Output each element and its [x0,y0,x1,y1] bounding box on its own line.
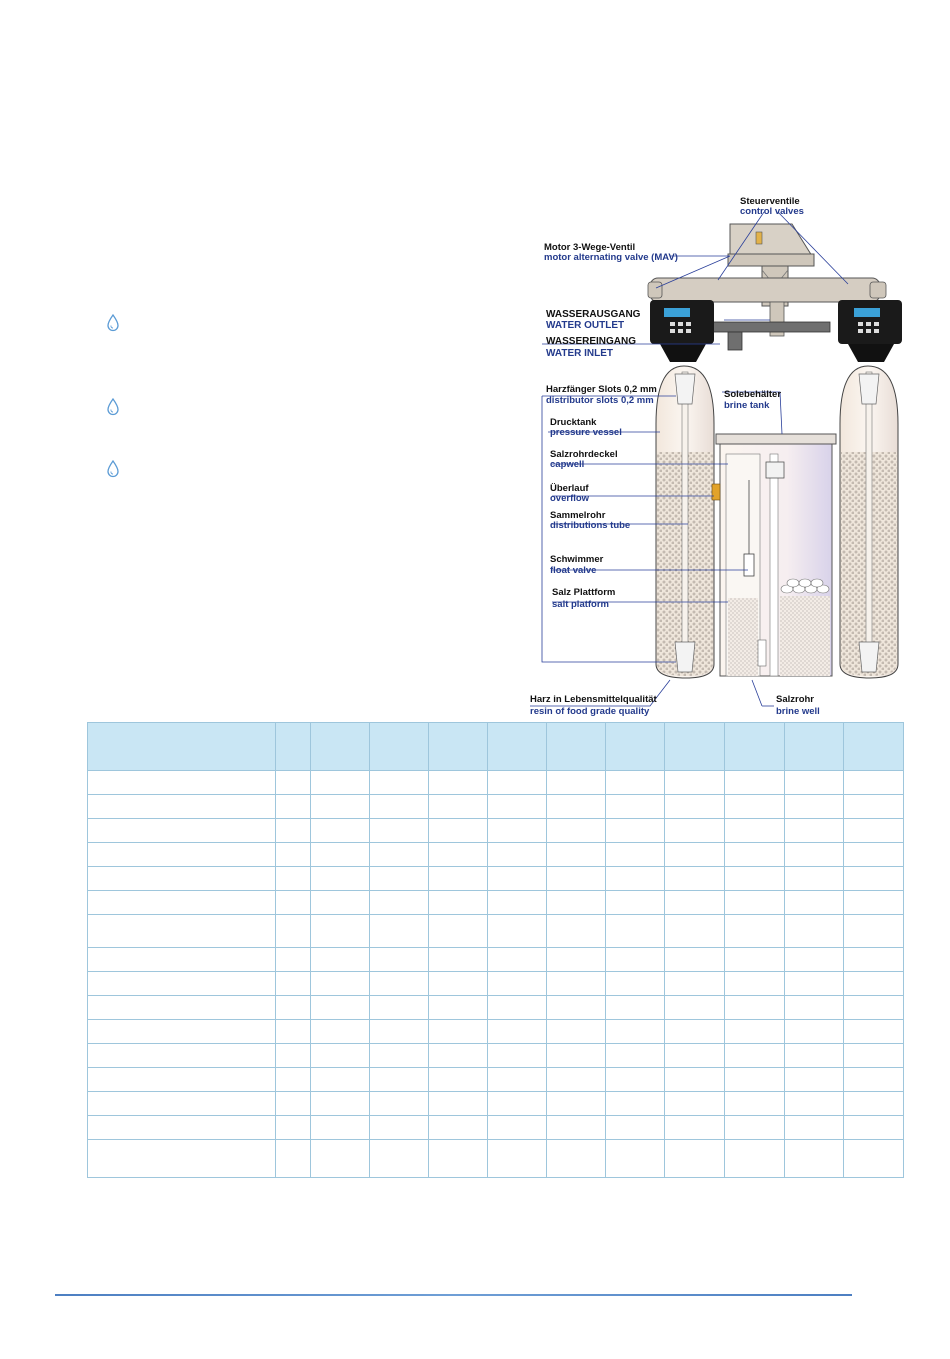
table-cell [88,996,276,1020]
table-cell [429,1140,488,1178]
table-cell [785,795,844,819]
label-platform-en: salt platform [552,599,610,610]
table-cell [276,1140,311,1178]
label-pressure-de: Drucktank [550,417,597,428]
table-cell [547,1140,606,1178]
table-cell [311,1140,370,1178]
table-cell [488,972,547,996]
table-row [88,1044,904,1068]
label-tube-en: distributions tube [550,520,631,531]
table-cell [606,1092,665,1116]
table-cell [88,819,276,843]
table-cell [488,1068,547,1092]
table-cell [311,795,370,819]
table-row [88,771,904,795]
table-cell [488,915,547,948]
table-cell [370,996,429,1020]
table-cell [547,795,606,819]
table-cell [311,1116,370,1140]
table-cell [606,795,665,819]
table-cell [725,1116,785,1140]
table-cell [547,972,606,996]
table-cell [844,867,904,891]
table-cell [785,915,844,948]
table-cell [606,996,665,1020]
table-cell [276,996,311,1020]
table-cell [844,891,904,915]
table-cell [88,972,276,996]
table-cell [370,915,429,948]
table-cell [311,915,370,948]
table-cell [725,1068,785,1092]
table-cell [88,891,276,915]
table-cell [725,891,785,915]
table-cell [606,867,665,891]
table-cell [606,972,665,996]
table-cell [547,1092,606,1116]
table-cell [276,915,311,948]
label-outlet-en: WATER OUTLET [546,320,625,331]
table-cell [488,1020,547,1044]
table-cell [665,948,725,972]
table-cell [725,1092,785,1116]
label-capwell-en: capwell [550,459,585,470]
table-cell [488,867,547,891]
table-cell [785,1020,844,1044]
table-cell [88,795,276,819]
label-overflow-en: overflow [550,493,590,504]
water-drop-icon [106,398,120,416]
table-cell [725,771,785,795]
table-cell [88,771,276,795]
table-cell [370,972,429,996]
table-cell [488,795,547,819]
table-cell [844,996,904,1020]
label-platform-de: Salz Plattform [552,587,616,598]
table-cell [606,1068,665,1092]
table-cell [665,891,725,915]
table-cell [370,843,429,867]
table-cell [88,1092,276,1116]
table-cell [370,948,429,972]
table-cell [370,1140,429,1178]
table-cell [311,1044,370,1068]
table-cell [785,1092,844,1116]
table-cell [785,771,844,795]
label-mav-en: motor alternating valve (MAV) [544,252,678,263]
table-cell [844,915,904,948]
table-cell [547,1068,606,1092]
table-cell [844,1092,904,1116]
table-cell [606,891,665,915]
label-brinewell-de: Salzrohr [776,694,815,705]
table-cell [547,819,606,843]
table-cell [429,771,488,795]
table-cell [488,819,547,843]
table-cell [665,795,725,819]
table-cell [844,1020,904,1044]
table-cell [785,867,844,891]
table-cell [311,1020,370,1044]
table-row [88,819,904,843]
table-row [88,1140,904,1178]
table-cell [547,891,606,915]
table-row [88,948,904,972]
table-cell [276,819,311,843]
table-cell [488,1092,547,1116]
table-cell [88,915,276,948]
table-cell [606,948,665,972]
table-cell [276,891,311,915]
table-cell [725,819,785,843]
table-cell [429,795,488,819]
left-control-head [650,300,714,362]
table-cell [725,915,785,948]
table-row [88,915,904,948]
table-cell [311,867,370,891]
table-cell [276,771,311,795]
table-cell [785,972,844,996]
table-cell [276,795,311,819]
table-cell [488,891,547,915]
table-cell [88,843,276,867]
table-cell [547,1044,606,1068]
table-cell [276,972,311,996]
table-row [88,795,904,819]
table-cell [88,1020,276,1044]
label-control-valves-en: control valves [740,206,804,217]
brine-tank [712,434,836,676]
table-cell [844,1068,904,1092]
table-cell [370,1044,429,1068]
table-cell [370,867,429,891]
table-cell [725,1044,785,1068]
water-softener-diagram [530,190,920,720]
table-cell [276,948,311,972]
table-cell [725,972,785,996]
table-cell [785,948,844,972]
table-cell [665,1044,725,1068]
table-cell [276,1020,311,1044]
label-brinewell-en: brine well [776,706,820,717]
table-row [88,891,904,915]
table-row [88,867,904,891]
table-cell [665,972,725,996]
water-drop-icon [106,314,120,332]
table-cell [725,948,785,972]
table-cell [370,891,429,915]
table-cell [725,1020,785,1044]
label-control-valves-de: Steuerventile [740,196,800,207]
table-cell [488,771,547,795]
table-cell [665,1140,725,1178]
label-slots-de: Harzfänger Slots 0,2 mm [546,384,657,395]
table-cell [88,1116,276,1140]
table-cell [725,996,785,1020]
table-cell [488,1116,547,1140]
table-row [88,996,904,1020]
table-cell [311,771,370,795]
label-pressure-en: pressure vessel [550,427,622,438]
table-cell [370,1092,429,1116]
table-cell [725,1140,785,1178]
label-tube-de: Sammelrohr [550,510,606,521]
table-cell [311,891,370,915]
table-cell [276,1068,311,1092]
table-cell [429,915,488,948]
table-cell [311,972,370,996]
table-cell [785,1068,844,1092]
table-cell [785,819,844,843]
table-cell [311,819,370,843]
table-cell [606,915,665,948]
table-cell [488,1140,547,1178]
table-cell [311,996,370,1020]
table-cell [725,867,785,891]
table-cell [547,996,606,1020]
table-cell [429,996,488,1020]
table-cell [547,867,606,891]
table-cell [276,1116,311,1140]
table-cell [429,867,488,891]
table-cell [429,1068,488,1092]
table-cell [370,819,429,843]
table-cell [429,972,488,996]
table-cell [276,867,311,891]
table-cell [606,1140,665,1178]
table-cell [547,843,606,867]
label-outlet-de: WASSERAUSGANG [546,309,641,320]
table-cell [429,843,488,867]
label-brine-tank-de: Solebehälter [724,389,782,400]
table-cell [665,1020,725,1044]
table-cell [785,1044,844,1068]
table-cell [429,1116,488,1140]
table-cell [665,1068,725,1092]
left-pressure-vessel [656,366,714,678]
table-cell [785,843,844,867]
table-cell [370,771,429,795]
table-cell [665,996,725,1020]
table-cell [725,795,785,819]
table-cell [88,948,276,972]
table-cell [547,1020,606,1044]
table-cell [665,867,725,891]
table-cell [665,915,725,948]
table-cell [606,1044,665,1068]
table-cell [547,771,606,795]
table-cell [547,915,606,948]
table-cell [311,843,370,867]
table-cell [844,771,904,795]
footer-divider [55,1294,852,1296]
label-brine-tank-en: brine tank [724,400,770,411]
table-cell [606,771,665,795]
table-cell [88,867,276,891]
table-cell [488,1044,547,1068]
table-cell [429,891,488,915]
label-slots-en: distributor slots 0,2 mm [546,395,654,406]
label-overflow-de: Überlauf [550,483,589,494]
table-cell [370,1116,429,1140]
table-cell [429,1092,488,1116]
right-pressure-vessel [840,366,898,678]
label-resin-en: resin of food grade quality [530,706,650,717]
table-cell [665,1116,725,1140]
table-cell [665,1092,725,1116]
table-cell [606,843,665,867]
table-cell [488,996,547,1020]
table-row [88,1020,904,1044]
table-cell [429,948,488,972]
table-cell [665,771,725,795]
table-cell [311,1068,370,1092]
table-cell [844,819,904,843]
table-cell [844,1116,904,1140]
label-float-en: float valve [550,565,597,576]
table-cell [88,1140,276,1178]
table-cell [665,819,725,843]
label-mav-de: Motor 3-Wege-Ventil [544,242,636,253]
table-cell [488,843,547,867]
table-cell [311,948,370,972]
table-cell [88,1068,276,1092]
table-cell [547,948,606,972]
table-cell [276,843,311,867]
table-header-row [88,723,904,771]
table-cell [606,819,665,843]
table-row [88,1092,904,1116]
table-cell [665,843,725,867]
table-cell [844,972,904,996]
table-cell [370,1020,429,1044]
table-row [88,1116,904,1140]
table-cell [547,1116,606,1140]
table-row [88,972,904,996]
table-cell [370,1068,429,1092]
table-cell [785,1140,844,1178]
water-drop-icon [106,460,120,478]
table-cell [311,1092,370,1116]
table-cell [785,996,844,1020]
table-row [88,843,904,867]
table-cell [276,1092,311,1116]
table-cell [370,795,429,819]
table-cell [844,1140,904,1178]
table-cell [429,1044,488,1068]
table-cell [276,1044,311,1068]
table-cell [785,891,844,915]
label-float-de: Schwimmer [550,554,604,565]
table-cell [429,819,488,843]
table-row [88,1068,904,1092]
label-inlet-en: WATER INLET [546,348,614,359]
table-cell [844,795,904,819]
right-control-head [838,300,902,362]
label-resin-de: Harz in Lebensmittelqualität [530,694,657,705]
table-cell [844,948,904,972]
table-cell [844,1044,904,1068]
table-cell [488,948,547,972]
table-cell [606,1020,665,1044]
table-cell [606,1116,665,1140]
table-cell [844,843,904,867]
label-capwell-de: Salzrohrdeckel [550,449,618,460]
table-cell [785,1116,844,1140]
specification-table [87,722,904,1178]
table-cell [88,1044,276,1068]
table-cell [429,1020,488,1044]
label-inlet-de: WASSEREINGANG [546,336,637,347]
table-cell [725,843,785,867]
